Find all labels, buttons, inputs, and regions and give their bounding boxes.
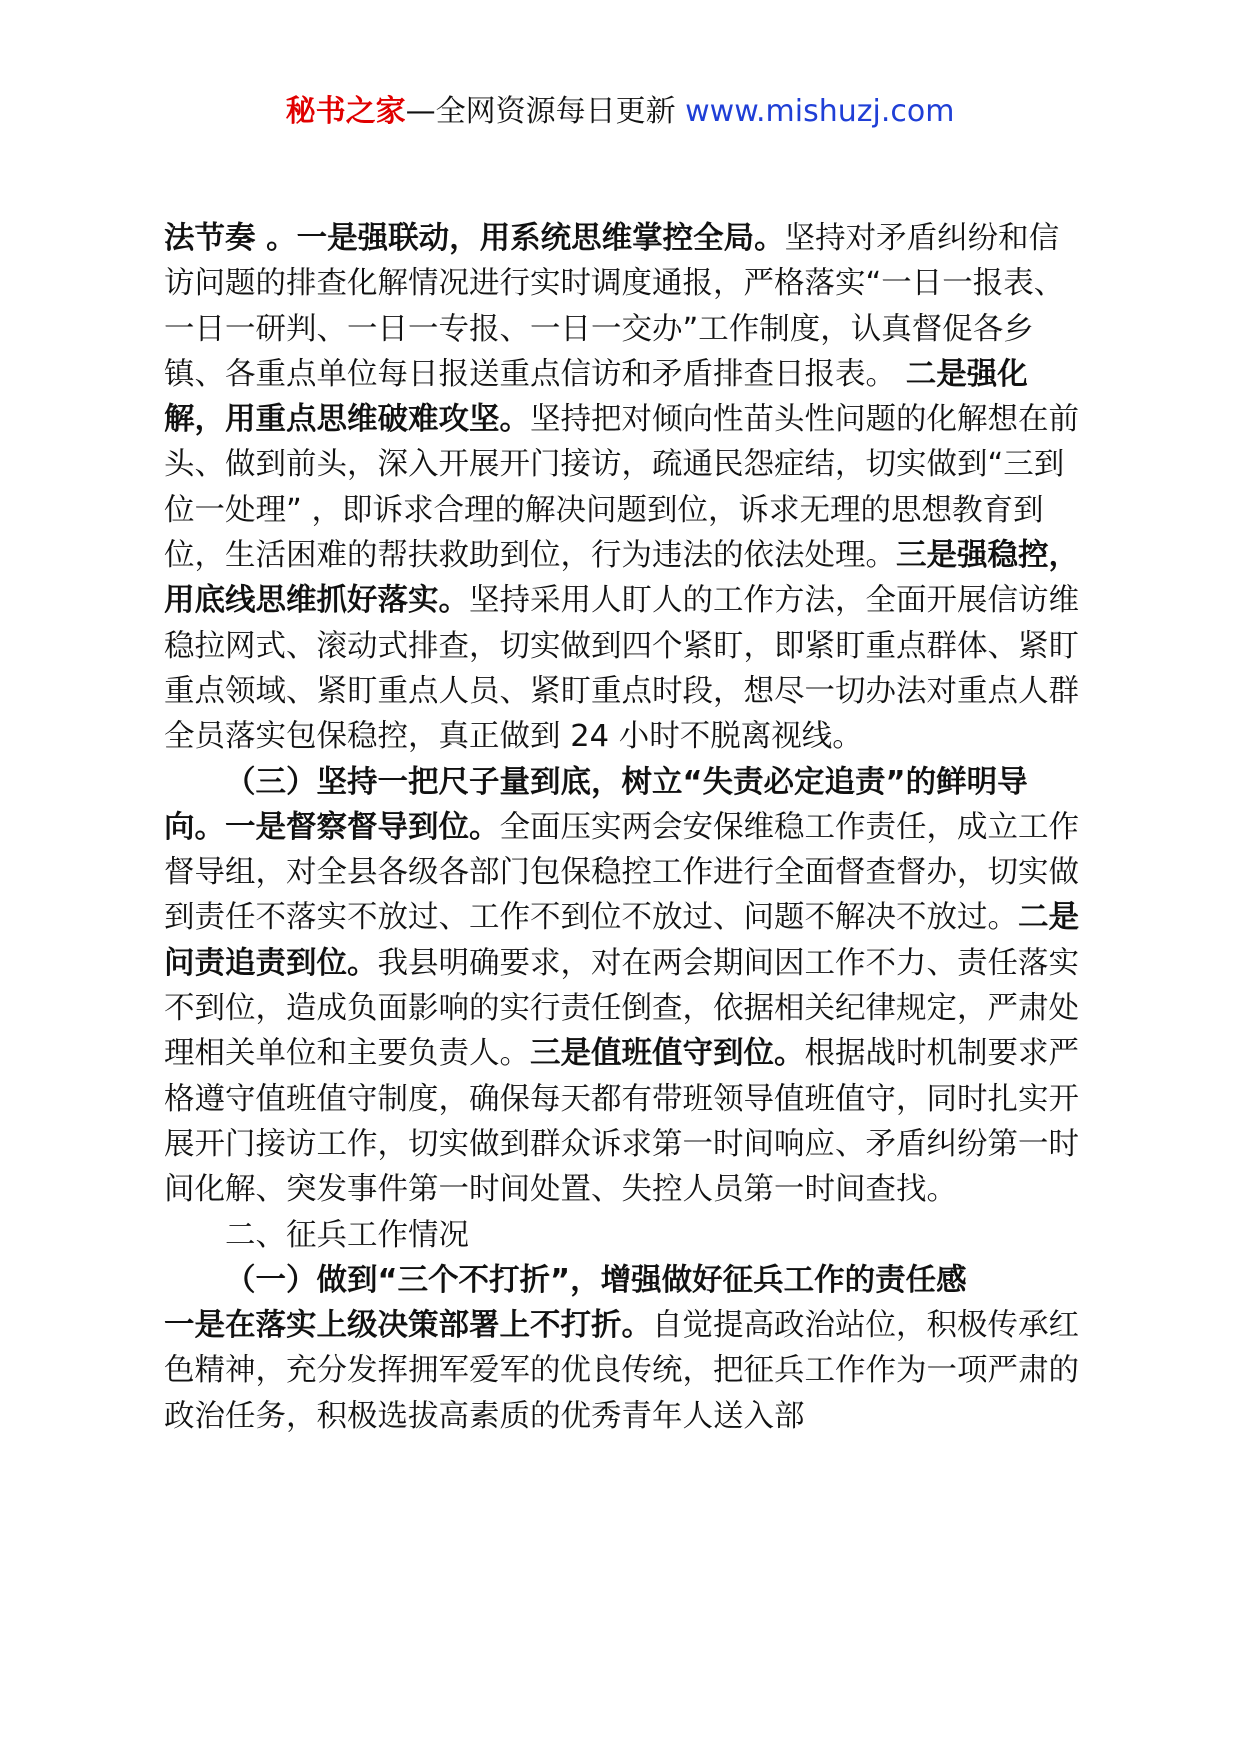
paragraph bbox=[164, 760, 1084, 1213]
paragraph-text: 坚持把对倾向性苗头性问题的化解想在前头、做到前头，深入开展开门接访，疏通民怨症结，切实做到“三到位一处理” ，即诉求合理的解决问题到位，诉求无理的思想教育到位，生活困难的帮扶救助到位，行为违法的依法处理。 bbox=[164, 402, 1079, 574]
paragraph-text: 二、征兵工作情况 bbox=[225, 1217, 469, 1253]
paragraph-text: （三）坚持一把尺子量到底，树立“失责必定追责”的鲜明导向。 bbox=[164, 764, 1028, 845]
paragraph-text: 根据战时机制要求严格遵守值班值守制度，确保每天都有带班领导值班值守，同时扎实开展开门接访工作，切实做到群众诉求第一时间响应、矛盾纠纷第一时间化解、突发事件第一时间处置、失控人员第一时间查找。 bbox=[164, 1036, 1079, 1208]
paragraph-text: 一是强联动，用系统思维掌控全局。 bbox=[296, 221, 785, 256]
paragraph-text: 三是强稳控，用底线思维抓好落实。 bbox=[164, 538, 1079, 619]
paragraph-text: 自觉提高政治站位，积极传承红色精神，充分发挥拥军爱军的优良传统，把征兵工作作为一项严肃的政治任务，积极选拔高素质的优秀青年人送入部 bbox=[164, 1308, 1079, 1434]
header-brand: 秘书之家 bbox=[285, 94, 406, 129]
paragraph-text: （一）做到“三个不打折”，增强做好征兵工作的责任感 bbox=[225, 1262, 967, 1298]
header-website-link[interactable]: www.mishuzj.com bbox=[685, 94, 955, 129]
paragraph-text: 二是问责追责到位。 bbox=[164, 900, 1079, 981]
paragraph-text: 全面压实两会安保维稳工作责任，成立工作督导组，对全县各级各部门包保稳控工作进行全面督查督办，切实做到责任不落实不放过、工作不到位不放过、问题不解决不放过。 bbox=[164, 809, 1079, 936]
document-body bbox=[164, 216, 1084, 1439]
subsection-heading bbox=[164, 1258, 1084, 1303]
paragraph bbox=[164, 1303, 1084, 1439]
page-header bbox=[0, 92, 1240, 132]
paragraph-text: 法节奏 。 bbox=[164, 221, 297, 256]
paragraph bbox=[164, 216, 1084, 760]
paragraph-text: 一是在落实上级决策部署上不打折。 bbox=[164, 1308, 652, 1344]
header-tagline: —全网资源每日更新 bbox=[405, 94, 686, 129]
paragraph-text: 一是督察督导到位。 bbox=[225, 809, 500, 845]
paragraph-text: 二是强化解，用重点思维破难攻坚。 bbox=[164, 356, 1028, 438]
paragraph-text: 三是值班值守到位。 bbox=[530, 1036, 805, 1072]
paragraph-text: 坚持对矛盾纠纷和信访问题的排查化解情况进行实时调度通报，严格落实“一日一报表、一日一研判、一日一专报、一日一交办”工作制度，认真督促各乡镇、各重点单位每日报送重点信访和矛盾排查日报表。 bbox=[164, 221, 1065, 392]
paragraph-text: 我县明确要求，对在两会期间因工作不力、责任落实不到位，造成负面影响的实行责任倒查，依据相关纪律规定，严肃处理相关单位和主要负责人。 bbox=[164, 945, 1079, 1072]
paragraph-text: 坚持采用人盯人的工作方法，全面开展信访维稳拉网式、滚动式排查，切实做到四个紧盯，即紧盯重点群体、紧盯重点领域、紧盯重点人员、紧盯重点时段，想尽一切办法对重点人群全员落实包保稳控，真正做到 24 小时不脱离视线。 bbox=[164, 583, 1079, 755]
section-heading bbox=[164, 1213, 1084, 1258]
